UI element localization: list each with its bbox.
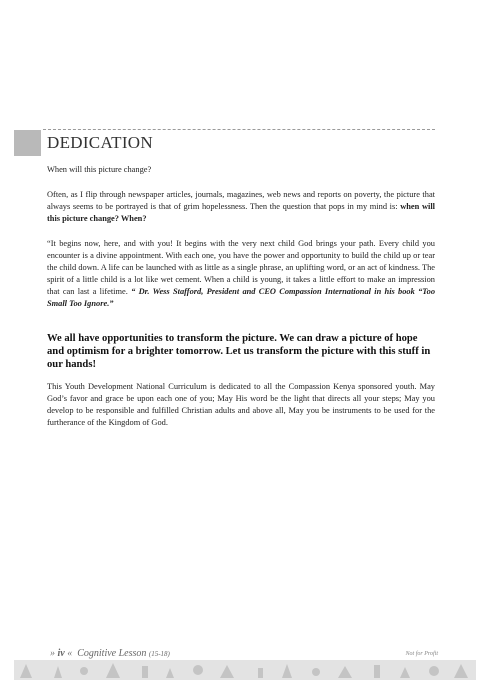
page-title: DEDICATION: [47, 133, 153, 152]
paragraph-quote: [47, 238, 435, 310]
paragraph-dedication: This Youth Development National Curriculum is dedicated to all the Compassion Kenya sponsored youth. May God’s favor and grace be upon each one of you; May His word be the light that directs all your steps; May you develop to be responsible and fulfilled Christian adults and above all, May you be instruments to be used for the furtherance of the Kingdom of God.: [47, 382, 435, 427]
intro-text: Often, as I flip through newspaper articles, journals, magazines, web news and reports on poverty, the picture that always seems to be portrayed is that of grim hopelessness. Then the question that pops in my mind is:: [47, 190, 435, 211]
paragraph-call-to-action: We all have opportunities to transform the picture. We can draw a picture of hope and optimism for a brighter tomorrow. Let us transform the picture with this stuff in our hands!: [47, 333, 431, 370]
footer-prefix: »: [50, 648, 55, 659]
footer-suffix: «: [67, 648, 73, 659]
page-footer: [50, 648, 170, 659]
quote-text: “It begins now, here, and with you! It begins with the very next child God brings your path. Every child you encounter is a divine appointment. With each one, you have the power and opportunity to build the child up or tear the child down. A life can be launched with as little as a single phrase, an uplifting word, or an act of kindness. The spirit of a little child is a lot like wet cement. When a child is young, it takes a little effort to make an impression that can last a lifetime.: [47, 239, 435, 296]
paragraph-question: When will this picture change?: [47, 165, 152, 174]
footer-not-for-profit: Not for Profit: [405, 651, 438, 657]
quote-citation: “ Dr. Wess Stafford, President and CEO Compassion International in his book “Too Small Too Ignore.”: [47, 287, 436, 308]
footer-range: (15-18): [148, 650, 170, 658]
header-accent-block: [14, 130, 41, 156]
decorative-footer-strip: [14, 660, 476, 680]
page-number: iv: [57, 648, 65, 659]
intro-question: when will this picture change? When?: [47, 202, 435, 223]
header-dashed-rule: [43, 129, 435, 130]
paragraph-intro: [47, 189, 435, 225]
footer-label: Cognitive Lesson: [77, 648, 147, 659]
